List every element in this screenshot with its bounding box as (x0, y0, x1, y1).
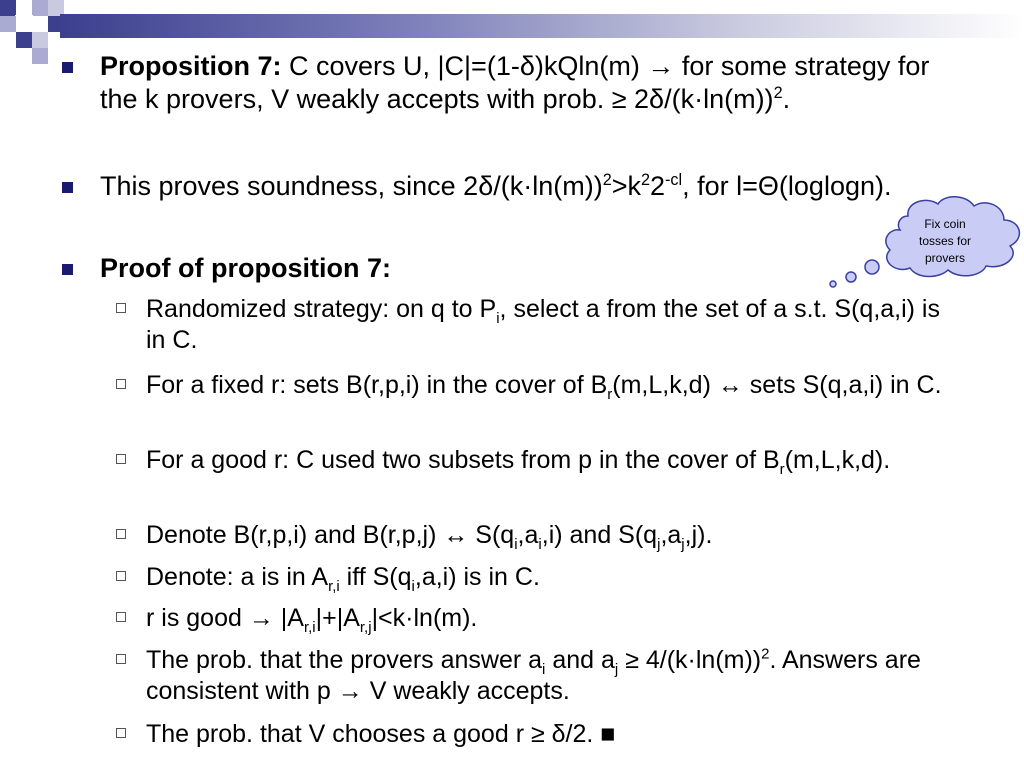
hollow-square-bullet-icon (116, 571, 126, 581)
bullet-proof-heading: Proof of proposition 7: (100, 252, 930, 285)
hollow-square-bullet-icon (116, 728, 126, 738)
hollow-square-bullet-icon (116, 303, 126, 313)
square-bullet-icon (62, 182, 73, 193)
subbullet-r-is-good: r is good → $|A_{r,i}|+|A_{r,j}|<k\cdot\ln(m)$. (146, 603, 966, 634)
subbullet-prob-answers: The prob. that the provers answer $a_i$ and $a_j \ge 4/(k\cdot\ln(m))^2$. Answers are consistent with p → V weakly accepts. (146, 645, 966, 707)
thought-bubbles-icon (820, 255, 890, 295)
square-bullet-icon (62, 264, 73, 275)
hollow-square-bullet-icon (116, 529, 126, 539)
subbullet-good-r: For a good r: C used two subsets from p in the cover of $B_r(m,L,k,d)$. (146, 445, 966, 476)
bullet-proposition-7: Proposition 7: C covers U, |C|=(1-δ)kQln(m) → for some strategy for the k provers, V weakly accepts with prob. ≥ $2\delta/(k\cdot\ln(m))^2$. (100, 50, 930, 116)
subbullet-prob-good-r: The prob. that V chooses a good r ≥ δ/2. ■ (146, 719, 966, 750)
hollow-square-bullet-icon (116, 612, 126, 622)
bullet-soundness: This proves soundness, since $2\delta/(k\cdot\ln(m))^2>k^22^{-cl}$, for l=Θ(loglogn). (100, 170, 930, 203)
hollow-square-bullet-icon (116, 379, 126, 389)
hollow-square-bullet-icon (116, 454, 126, 464)
subbullet-randomized-strategy: Randomized strategy: on q to $P_i$, select a from the set of a s.t. S(q,a,i) is in C. (146, 294, 966, 356)
subbullet-fixed-r: For a fixed r: sets B(r,p,i) in the cover of $B_r(m,L,k,d)$ ↔ sets S(q,a,i) in C. (146, 370, 966, 401)
subbullet-denote-a: Denote: a is in $A_{r,i}$ iff $S(q_i,a,i)$ is in C. (146, 562, 966, 593)
subbullet-denote-b: Denote B(r,p,i) and B(r,p,j) ↔ $S(q_i,a_i,i)$ and $S(q_j,a_j,j)$. (146, 520, 966, 551)
hollow-square-bullet-icon (116, 654, 126, 664)
thought-cloud-text: Fix coin tosses for provers (918, 217, 972, 265)
square-bullet-icon (62, 62, 73, 73)
